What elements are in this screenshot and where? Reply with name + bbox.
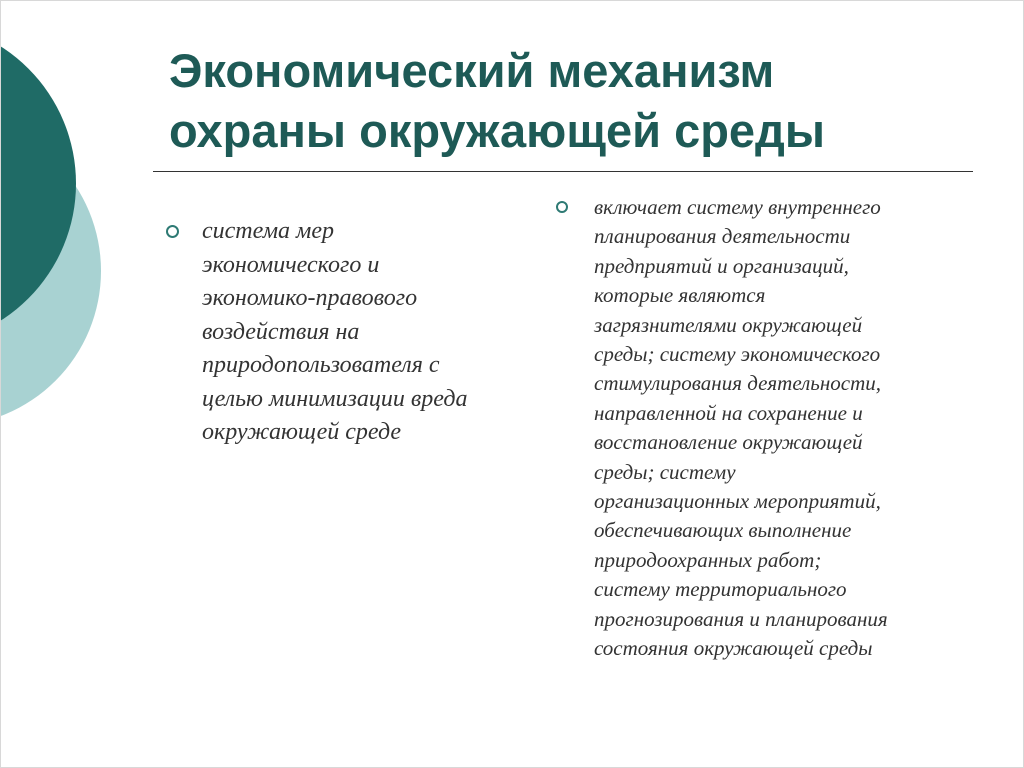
bullet-item-components bbox=[556, 193, 976, 664]
bullet-item-definition bbox=[166, 215, 536, 450]
bullet-text: включает систему внутреннего планирования деятельности предприятий и организаций, которые являются загрязнителями окружающей среды; систему экономического стимулирования деятельности, направленной на сохранение и восстановление окружающей среды; систему организационных мероприятий, обеспечивающих выполнение природоохранных работ; систему территориального прогнозирования и планирования состояния окружающей среды bbox=[594, 195, 888, 661]
hollow-circle-bullet-icon bbox=[166, 225, 179, 238]
bullet-text: система мер экономического и экономико-правового воздействия на природопользователя с целью минимизации вреда окружающей среде bbox=[202, 218, 468, 445]
slide-title bbox=[169, 41, 989, 161]
title-divider bbox=[153, 171, 973, 172]
slide-title-text: Экономический механизм охраны окружающей среды bbox=[169, 44, 826, 157]
hollow-circle-bullet-icon bbox=[556, 201, 568, 213]
